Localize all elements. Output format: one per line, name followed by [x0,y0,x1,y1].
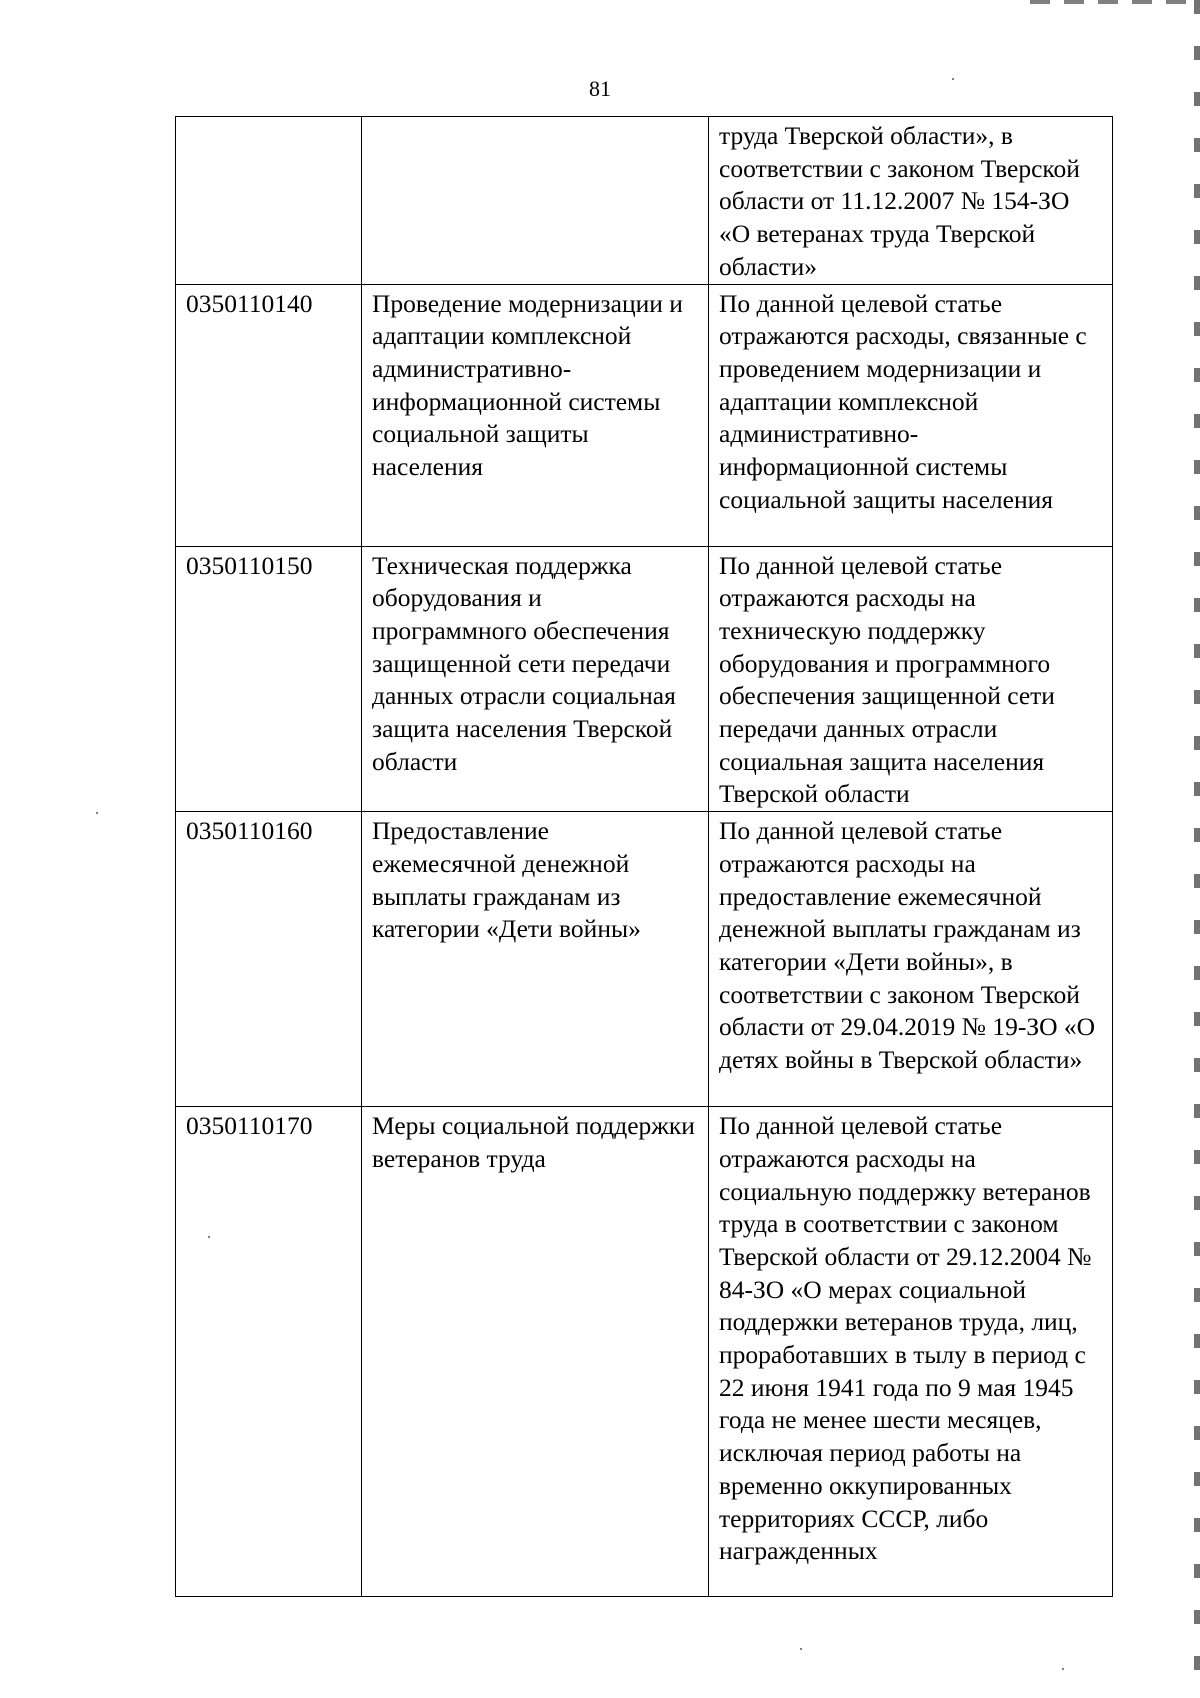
scan-speck [96,812,98,814]
name-cell [362,117,709,285]
scan-speck [952,78,954,80]
scan-speck [800,1648,802,1650]
code-text: 0350110160 [186,816,313,846]
table-row [176,812,1113,1107]
description-text: По данной целевой статье отражаются расходы на социальную поддержку ветеранов труда в соответствии с законом Тверской области от 29.12.2004 № 84-ЗО «О мерах социальной поддержки ветеранов труда, лиц, проработавших в тылу в период с 22 июня 1941 года по 9 мая 1945 года не менее шести месяцев, исключая период работы на временно оккупированных территориях СССР, либо награжденных [719,1111,1092,1566]
page-number: 81 [589,76,611,101]
scan-speck [208,1236,210,1238]
code-cell [176,546,362,812]
description-text: По данной целевой статье отражаются расходы на техническую поддержку оборудования и программного обеспечения защищенной сети передачи данных отрасли социальная защита населения Тверской области [719,550,1055,809]
name-cell [362,284,709,546]
name-text: Проведение модернизации и адаптации комплексной административно-информационной системы социальной защиты населения [372,288,683,482]
code-text: 0350110150 [186,550,313,580]
name-cell [362,546,709,812]
scan-speck [1062,1668,1064,1670]
description-cell [709,1107,1113,1597]
top-edge-scan-marks [1030,0,1200,4]
table-row [176,1107,1113,1597]
name-cell [362,1107,709,1597]
description-text: По данной целевой статье отражаются расходы на предоставление ежемесячной денежной выплаты гражданам из категории «Дети войны», в соответствии с законом Тверской области от 29.04.2019 № 19-ЗО «О детях войны в Тверской области» [719,816,1096,1075]
code-text: 0350110170 [186,1111,313,1141]
budget-classification-table [175,116,1113,1597]
description-text: труда Тверской области», в соответствии с законом Тверской области от 11.12.2007 № 154-ЗО «О ветеранах труда Тверской области» [719,121,1080,281]
name-text: Меры социальной поддержки ветеранов труда [372,1111,695,1173]
table-row [176,546,1113,812]
code-cell [176,1107,362,1597]
description-cell [709,812,1113,1107]
table-row [176,284,1113,546]
code-cell [176,284,362,546]
description-cell [709,117,1113,285]
description-text: По данной целевой статье отражаются расходы, связанные с проведением модернизации и адаптации комплексной административно-информационной системы социальной защиты населения [719,288,1087,514]
code-cell [176,117,362,285]
name-text: Предоставление ежемесячной денежной выплаты гражданам из категории «Дети войны» [372,816,641,944]
description-cell [709,284,1113,546]
description-cell [709,546,1113,812]
code-cell [176,812,362,1107]
name-text: Техническая поддержка оборудования и программного обеспечения защищенной сети передачи данных отрасли социальная защита населения Тверской области [372,550,676,776]
right-edge-scan-marks [1194,0,1200,1698]
name-cell [362,812,709,1107]
table-row [176,117,1113,285]
code-text: 0350110140 [186,288,313,318]
